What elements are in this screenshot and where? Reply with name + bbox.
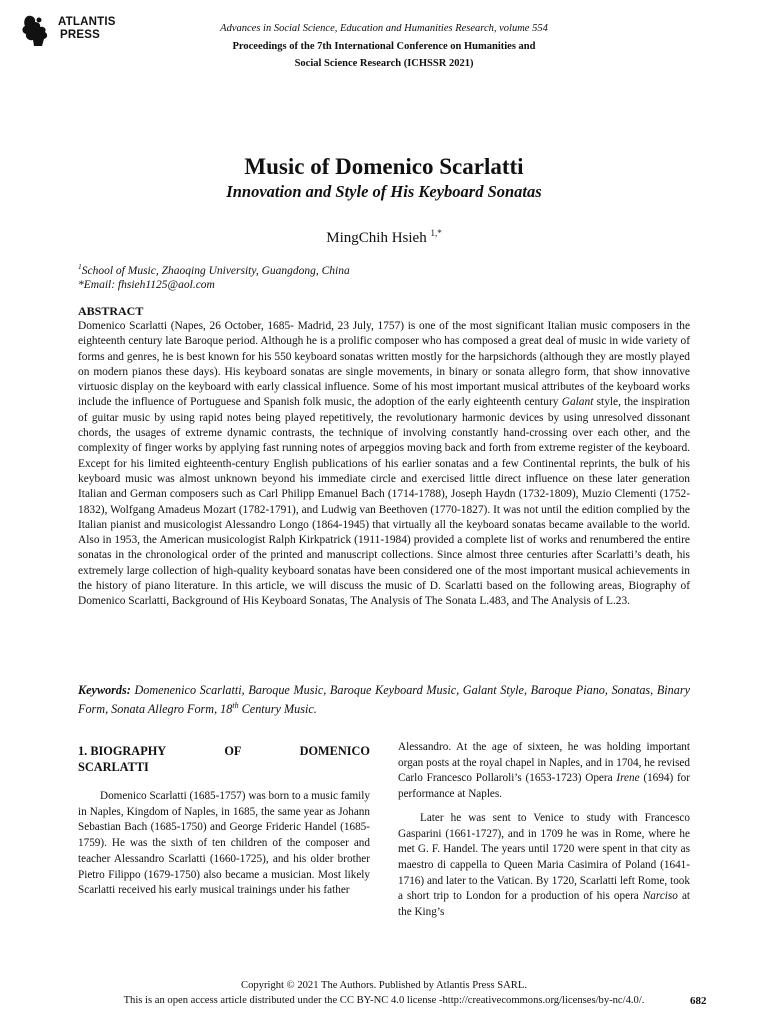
logo-line-1: ATLANTIS [58,16,116,28]
opera-irene: Irene [616,772,640,785]
atlantis-figure-icon [18,14,52,48]
affiliation-text: School of Music, Zhaoqing University, Guangdong, China [81,264,350,277]
author-email: *Email: fhsieh1125@aol.com [78,278,215,291]
keywords-tail: Century Music. [241,702,317,717]
abstract-text [78,319,690,610]
affiliation-superscript: 1 [78,262,82,271]
footer-license: This is an open access article distributed under the CC BY-NC 4.0 license -http://creativecommons.org/licenses/by-nc/4.0/. [123,995,645,1006]
keywords-text: Domenenico Scarlatti, Baroque Music, Baroque Keyboard Music, Galant Style, Baroque Piano, Sonatas, Binary Form, Sonata Allegro Form, 18 [78,683,691,717]
proceedings-line-2: Social Science Research (ICHSSR 2021) [294,58,474,69]
logo-line-2: PRESS [60,29,100,41]
affiliation [78,260,698,278]
proceedings-title [170,38,598,72]
paragraph-2-part-1: Later he was sent to Venice to study with Francesco Gasparini (1661-1727), and in 1709 he was in Rome, where he met G. F. Handel. The years until 1720 were spent in that city as maestro di cappella to Queen Maria Casimira of Poland (1641-1716) and later to the Vatican. By 1720, Scarlatti left Rome, took a short trip to London for a production of his opera [398,811,690,903]
proceedings-line-1: Proceedings of the 7th International Conference on Humanities and [232,41,536,52]
section-1-heading-word-3: DOMENICO [299,744,370,758]
section-1-heading-line-2: SCARLATTI [78,759,149,774]
abstract-heading: ABSTRACT [78,304,144,318]
section-1-heading-word-1: BIOGRAPHY [90,744,167,758]
section-1-paragraph-1-continued [398,740,690,803]
logo-wordmark [58,16,116,42]
paragraph-1-cont-part-2: (1694) for performance at Naples. [398,772,690,801]
author-superscript: 1,* [430,228,442,238]
right-column [398,740,690,929]
keywords [78,682,690,717]
page-number: 682 [690,995,707,1007]
abstract-part-1: Domenico Scarlatti (Napes, 26 October, 1685- Madrid, 23 July, 1757) is one of the most significant Italian music composers in the eighteenth century late Baroque period. Although he is a prolific composer who has composed a great deal of music in wide variety of forms and genres, he is best known for his 550 keyboard sonatas written mostly for the harpsichords (although they are mostly played on modern pianos these days). His keyboard sonatas are single movements, in binary or sonata allegro form, that show innovative virtuosic display on the keyboard with early classical influence. Some of his most important musical attributes of the keyboard works include the influence of Portuguese and Spanish folk music, the adoption of the early eighteenth century [78,320,690,409]
paragraph-1-cont-part-1: Alessandro. At the age of sixteen, he was holding important organ posts at the royal chapel in Naples, and in 1704, he revised Carlo Francesco Pollaroli’s (1653-1723) Opera [398,741,690,785]
section-1-heading-part-1 [78,744,166,760]
opera-narciso: Narciso [642,890,678,903]
section-1-heading [78,744,370,760]
abstract-part-2: style, the inspiration of guitar music by using rapid notes being played repetitively, the revolutionary harmonic devices by using unresolved dissonant chords, the usages of extreme dynamic contrasts, the technique of involving constantly hand-crossing over each other, and the complexity of finger works by applying fast running notes of arpeggios moving back and forth from extreme register of the keyboard. Except for his limited eighteenth-century English publications of his earlier sonatas and a few Continental reprints, the bulk of his keyboard music was almost unknown beyond his immediate circle and exercised little direct influence on these later generation Italian and German composers such as Carl Philipp Emanuel Bach (1714-1788), Joseph Haydn (1732-1809), Muzio Clementi (1752-1832), Wolfgang Amadeus Mozart (1782-1791), and Ludwig van Beethoven (1770-1827). It was not until the edition complied by the Italian pianist and musicologist Alessandro Longo (1864-1945) that virtually all the keyboard sonatas became available to the world. Also in 1953, the American musicologist Ralph Kirkpatrick (1911-1984) provided a complete list of works and renumbered the entire sonatas in the chronological order of the printed and manuscript collections. Since almost three centuries after Scarlatti’s death, his extremely large collection of high-quality keyboard sonatas have been considered one of the most important musical achievements in the history of piano literature. In this article, we will discuss the music of D. Scarlatti based on the following areas, Biography of Domenico Scarlatti, Background of His Keyboard Sonatas, The Analysis of The Sonata L.483, and The Analysis of L.23. [78,396,691,608]
series-title: Advances in Social Science, Education and Humanities Research, volume 554 [220,23,548,34]
affiliation-block [78,260,698,292]
left-column [78,740,370,907]
section-1-paragraph-1: Domenico Scarlatti (1685-1757) was born to a music family in Naples, Kingdom of Naples, in 1685, the same year as Johann Sebastian Bach (1685-1750) and George Frideric Handel (1685-1759). He was the sixth of ten children of the composer and teacher Alessandro Scarlatti (1660-1725), and his older brother Pietro Filippo (1679-1750) also became a musician. Most likely Scarlatti received his early musical trainings under his father [78,790,370,897]
keywords-superscript: th [232,701,239,710]
publisher-logo [18,14,118,48]
paper-subtitle: Innovation and Style of His Keyboard Sonatas [226,182,542,201]
paragraph-2-part-2: at the King’s [398,890,691,919]
keywords-label: Keywords: [78,683,131,697]
abstract-galant: Galant [561,396,594,409]
author-line [0,222,768,249]
footer-copyright: Copyright © 2021 The Authors. Published by Atlantis Press SARL. [241,980,527,991]
section-1-paragraph-2 [398,811,690,921]
author-name: MingChih Hsieh [326,230,427,246]
section-1-heading-word-2: OF [224,744,242,758]
paper-title: Music of Domenico Scarlatti [244,154,524,179]
section-1-number: 1. [78,744,88,758]
